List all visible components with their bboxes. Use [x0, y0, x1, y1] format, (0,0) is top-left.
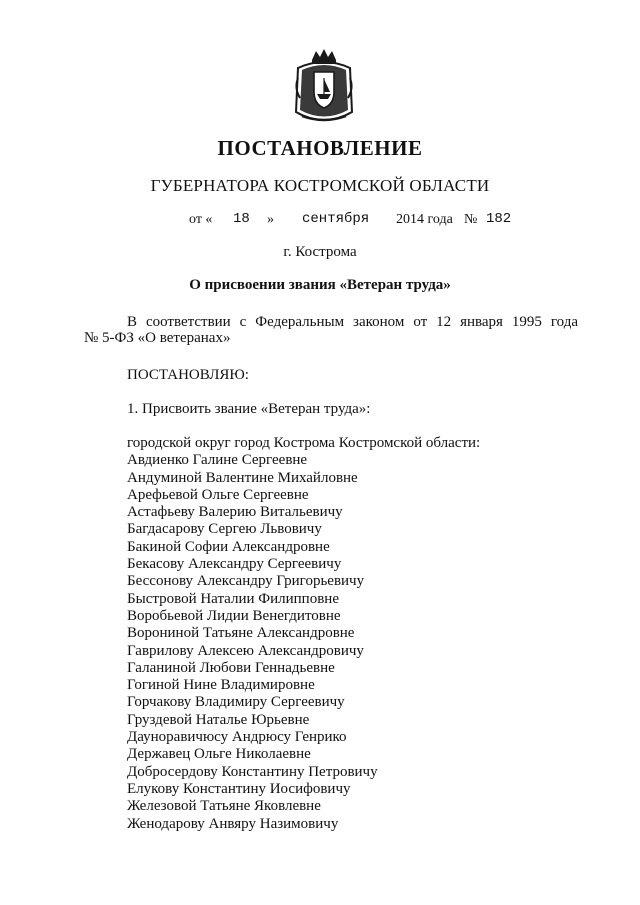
- date-year: 2014 года: [396, 212, 453, 227]
- date-prefix: от «: [189, 212, 213, 227]
- document-number: 182: [486, 211, 512, 227]
- list-item: Елукову Константину Иосифовичу: [127, 780, 351, 797]
- list-item: Железовой Татьяне Яковлевне: [127, 798, 321, 815]
- date-day-close: »: [267, 212, 274, 227]
- number-sign: №: [464, 212, 478, 227]
- list-item: Горчакову Владимиру Сергеевичу: [127, 694, 345, 711]
- preamble-line-2: № 5-ФЗ «О ветеранах»: [84, 330, 231, 346]
- list-item: городской округ город Кострома Костромской области:: [127, 435, 481, 451]
- list-item: Гогиной Нине Владимировне: [127, 677, 315, 694]
- clause-1: 1. Присвоить звание «Ветеран труда»:: [127, 401, 371, 417]
- list-item: Воробьевой Лидии Венегдитовне: [127, 607, 341, 624]
- list-item: Астафьеву Валерию Витальевичу: [127, 504, 343, 521]
- preamble-line-1: В соответствии с Федеральным законом от 12 января 1995 года: [127, 314, 578, 330]
- list-item: Добросердову Константину Петровичу: [127, 763, 378, 780]
- list-item: Женодарову Анвяру Назимовичу: [127, 815, 339, 832]
- list-item: Бекасову Александру Сергеевичу: [127, 556, 342, 573]
- city-name: г. Кострома: [283, 244, 357, 260]
- document-title: ПОСТАНОВЛЕНИЕ: [217, 136, 423, 160]
- list-item: Дауноравичюсу Андрюсу Генрико: [127, 729, 347, 746]
- issuer-title: ГУБЕРНАТОРА КОСТРОМСКОЙ ОБЛАСТИ: [150, 176, 490, 195]
- list-item: Державец Ольге Николаевне: [127, 746, 311, 763]
- kostroma-coat-of-arms-icon: [294, 48, 354, 126]
- date-day: 18: [233, 211, 250, 227]
- list-item: Галаниной Любови Геннадьевне: [127, 659, 335, 676]
- list-item: Бакиной Софии Александровне: [127, 538, 330, 555]
- list-item: Арефьевой Ольге Сергеевне: [127, 486, 309, 503]
- list-item: Гаврилову Алексею Александровичу: [127, 642, 364, 659]
- document-subject: О присвоении звания «Ветеран труда»: [189, 277, 451, 293]
- date-month: сентября: [302, 211, 370, 227]
- list-item: Груздевой Наталье Юрьевне: [127, 711, 310, 728]
- decree-heading: ПОСТАНОВЛЯЮ:: [127, 367, 249, 383]
- list-item: Багдасарову Сергею Львовичу: [127, 521, 322, 538]
- list-item: Быстровой Наталии Филипповне: [127, 590, 339, 607]
- list-item: Бессонову Александру Григорьевичу: [127, 573, 365, 590]
- list-item: Ворониной Татьяне Александровне: [127, 625, 355, 642]
- recipient-list: [127, 435, 480, 833]
- list-item: Андуминой Валентине Михайловне: [127, 469, 358, 486]
- list-item: Авдиенко Галине Сергеевне: [127, 452, 308, 469]
